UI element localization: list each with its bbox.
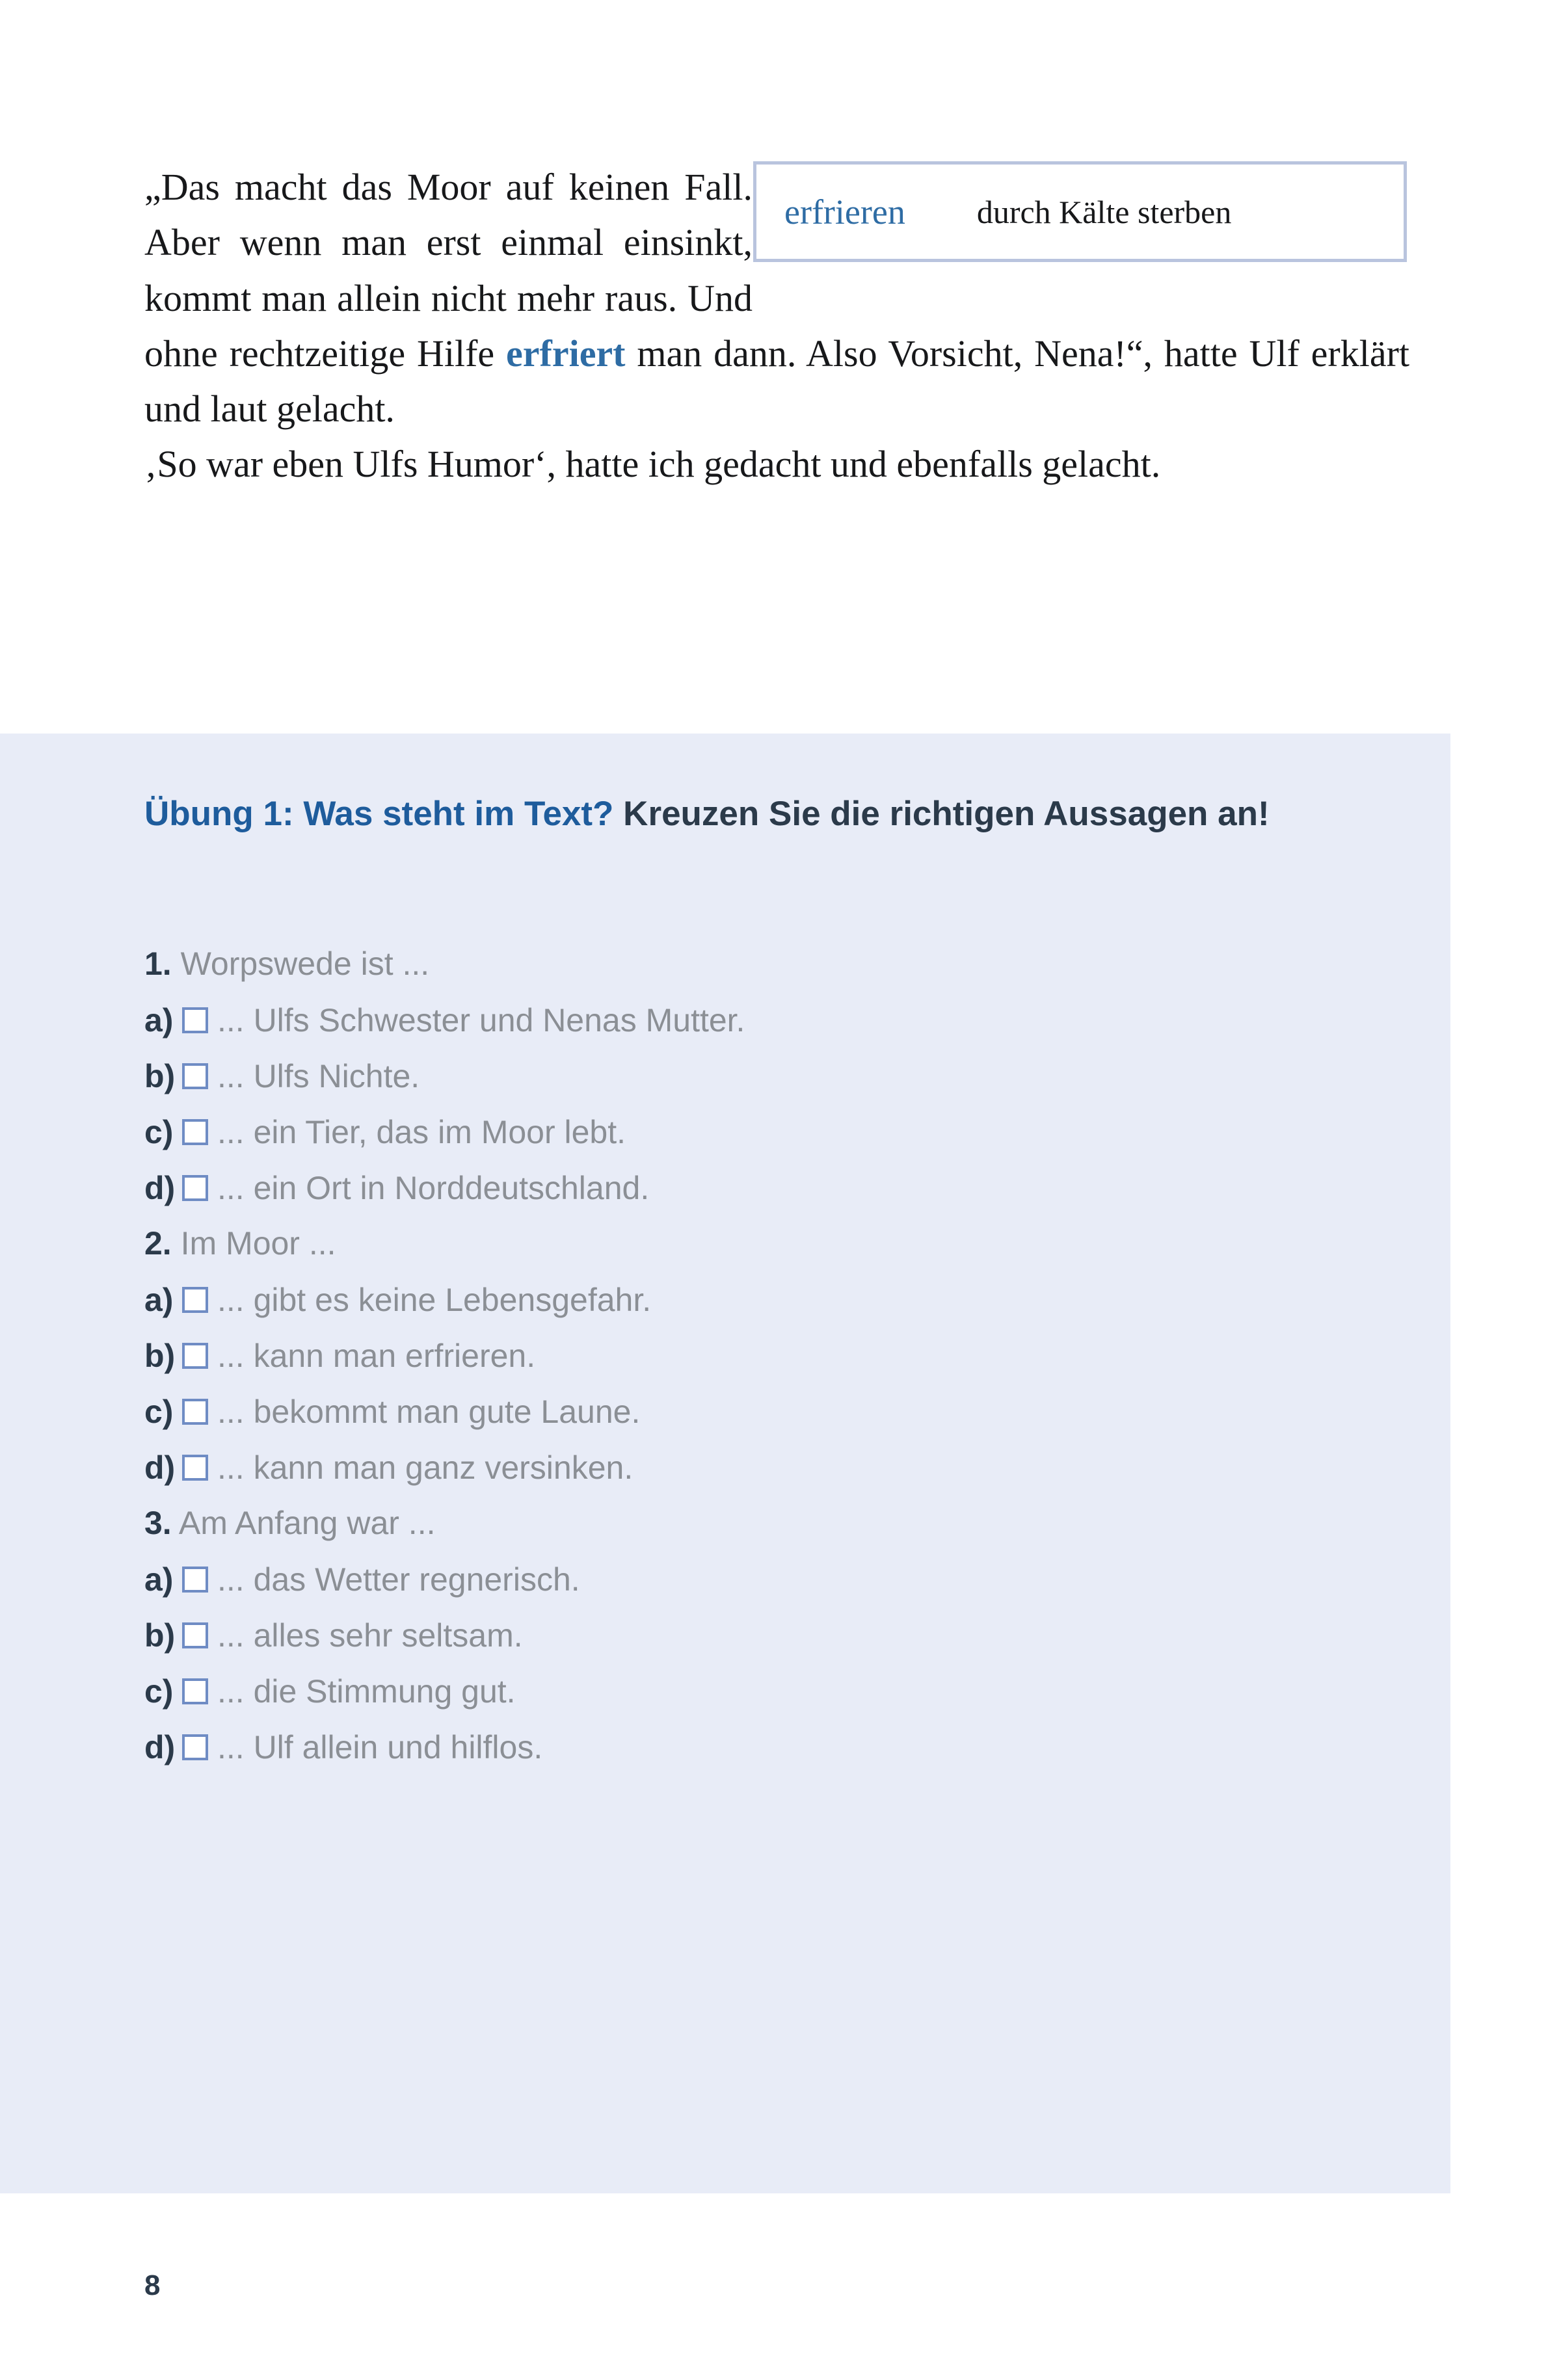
checkbox-2a[interactable] — [182, 1287, 208, 1313]
option-letter: d) — [144, 1170, 176, 1206]
option-label: ... Ulfs Nichte. — [217, 1058, 420, 1094]
exercise-title: Übung 1: Was steht im Text? — [144, 795, 614, 833]
option-label: ... alles sehr seltsam. — [217, 1617, 523, 1654]
option-row[interactable] — [144, 992, 1348, 1048]
option-label: ... ein Tier, das im Moor lebt. — [217, 1114, 626, 1150]
checkbox-1c[interactable] — [182, 1119, 208, 1145]
question-group-2 — [144, 1216, 1348, 1496]
option-row[interactable] — [144, 1440, 1348, 1496]
checkbox-2b[interactable] — [182, 1343, 208, 1369]
option-letter: b) — [144, 1058, 176, 1094]
question-stem-3 — [144, 1496, 1348, 1552]
exercise-heading — [144, 791, 1315, 838]
option-label: ... Ulfs Schwester und Nenas Mutter. — [217, 1002, 745, 1038]
option-row[interactable] — [144, 1552, 1348, 1607]
exercise-panel — [0, 734, 1450, 2193]
option-letter: a) — [144, 1282, 174, 1318]
option-label: ... ein Ort in Norddeutschland. — [217, 1170, 650, 1206]
question-text-1: Worpswede ist ... — [180, 945, 430, 982]
option-row[interactable] — [144, 1048, 1348, 1104]
option-row[interactable] — [144, 1663, 1348, 1719]
story-paragraph-2: ‚So war eben Ulfs Humor‘, hatte ich gedacht und ebenfalls gelacht. — [144, 443, 1161, 486]
option-row[interactable] — [144, 1104, 1348, 1160]
option-letter: a) — [144, 1002, 174, 1038]
option-letter: c) — [144, 1673, 174, 1710]
option-label: ... kann man ganz versinken. — [217, 1449, 634, 1486]
question-number-1: 1. — [144, 945, 172, 982]
option-row[interactable] — [144, 1607, 1348, 1663]
option-letter: c) — [144, 1114, 174, 1150]
page-number: 8 — [144, 2269, 161, 2301]
question-stem-1 — [144, 936, 1348, 992]
option-letter: b) — [144, 1338, 176, 1374]
story-paragraph-1-part1: „Das macht das Moor auf keinen Fall. Aber wenn man erst einmal einsinkt, kommt man allein nicht mehr raus. Und ohne rechtzeitige Hilfe — [144, 166, 753, 375]
option-letter: c) — [144, 1394, 174, 1430]
checkbox-2c[interactable] — [182, 1399, 208, 1425]
vocabulary-box-inner — [756, 165, 1404, 259]
option-label: ... kann man erfrieren. — [217, 1338, 536, 1374]
checkbox-1d[interactable] — [182, 1175, 208, 1201]
story-paragraph-1-part2: man dann. Also Vorsicht, Nena!“, hatte Ulf erklärt und laut gelacht. — [144, 332, 1409, 430]
vocabulary-word: erfrieren — [784, 192, 905, 231]
option-label: ... das Wetter regnerisch. — [217, 1561, 580, 1598]
option-letter: d) — [144, 1729, 176, 1765]
option-letter: d) — [144, 1449, 176, 1486]
option-letter: b) — [144, 1617, 176, 1654]
question-group-3 — [144, 1496, 1348, 1775]
option-letter: a) — [144, 1561, 174, 1598]
option-row[interactable] — [144, 1328, 1348, 1384]
checkbox-3c[interactable] — [182, 1678, 208, 1704]
option-row[interactable] — [144, 1160, 1348, 1216]
question-list — [144, 936, 1348, 1775]
checkbox-1a[interactable] — [182, 1007, 208, 1033]
checkbox-3d[interactable] — [182, 1734, 208, 1760]
question-number-2: 2. — [144, 1225, 172, 1262]
checkbox-1b[interactable] — [182, 1063, 208, 1089]
question-number-3: 3. — [144, 1505, 172, 1541]
exercise-instruction: Kreuzen Sie die richtigen Aussagen an! — [613, 795, 1270, 833]
vocabulary-definition: durch Kälte sterben — [976, 193, 1232, 230]
option-label: ... Ulf allein und hilflos. — [217, 1729, 543, 1765]
vocabulary-box — [753, 161, 1407, 262]
option-label: ... gibt es keine Lebensgefahr. — [217, 1282, 652, 1318]
option-row[interactable] — [144, 1384, 1348, 1440]
question-text-3: Am Anfang war ... — [178, 1505, 436, 1541]
option-row[interactable] — [144, 1719, 1348, 1775]
option-row[interactable] — [144, 1272, 1348, 1328]
option-label: ... die Stimmung gut. — [217, 1673, 516, 1710]
question-stem-2 — [144, 1216, 1348, 1272]
question-group-1 — [144, 936, 1348, 1216]
option-label: ... bekommt man gute Laune. — [217, 1394, 641, 1430]
question-text-2: Im Moor ... — [180, 1225, 336, 1262]
story-highlight-erfriert: erfriert — [506, 332, 626, 375]
checkbox-3a[interactable] — [182, 1567, 208, 1593]
checkbox-3b[interactable] — [182, 1622, 208, 1648]
checkbox-2d[interactable] — [182, 1455, 208, 1481]
